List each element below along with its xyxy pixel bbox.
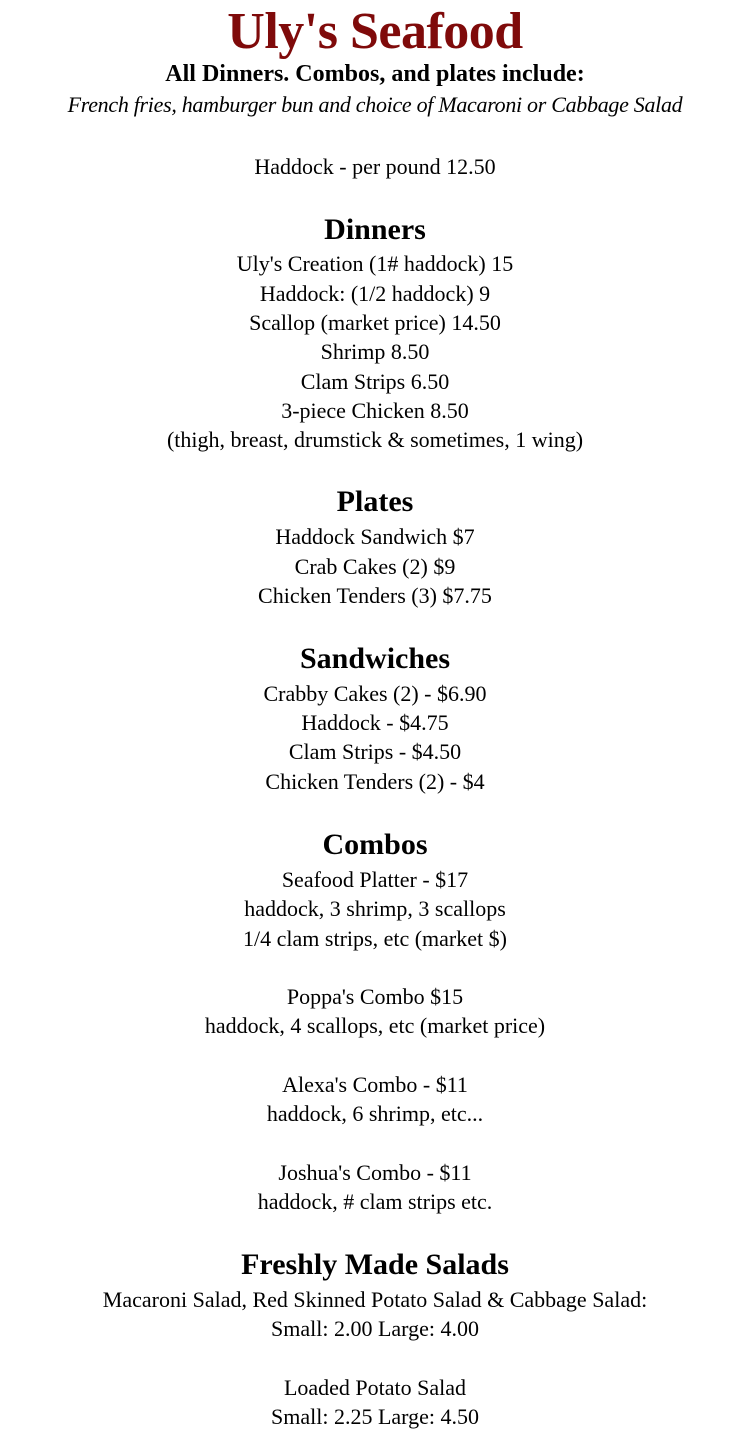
restaurant-title: Uly's Seafood [227, 3, 523, 60]
menu-item: Seafood Platter - $17 [281, 867, 469, 892]
menu-item: Poppa's Combo $15 [286, 984, 464, 1009]
section-heading-plates: Plates [336, 485, 414, 518]
menu-item: Crab Cakes (2) $9 [294, 554, 456, 579]
menu-item: Clam Strips 6.50 [300, 369, 450, 394]
menu-item: Uly's Creation (1# haddock) 15 [236, 251, 514, 276]
menu-item-detail: haddock, 4 scallops, etc (market price) [204, 1013, 546, 1038]
menu-item-note: (thigh, breast, drumstick & sometimes, 1 wing) [166, 427, 584, 452]
menu-item: Macaroni Salad, Red Skinned Potato Salad & Cabbage Salad: [102, 1287, 648, 1312]
menu-item: Chicken Tenders (3) $7.75 [258, 583, 492, 608]
menu-item: Crabby Cakes (2) - $6.90 [263, 681, 487, 706]
menu-item-detail: haddock, 3 shrimp, 3 scallops [244, 896, 506, 921]
menu-item-price: Small: 2.25 Large: 4.50 [271, 1404, 479, 1429]
menu-item: 3-piece Chicken 8.50 [281, 398, 469, 423]
includes-heading: All Dinners. Combos, and plates include: [165, 61, 585, 87]
menu-item: Haddock - $4.75 [301, 710, 449, 735]
section-heading-salads: Freshly Made Salads [241, 1248, 509, 1281]
menu-item: Loaded Potato Salad [283, 1375, 467, 1400]
menu-item: Clam Strips - $4.50 [288, 739, 462, 764]
includes-description: French fries, hamburger bun and choice of Macaroni or Cabbage Salad [67, 92, 683, 117]
menu-item-detail: 1/4 clam strips, etc (market $) [243, 926, 507, 951]
menu-item: Joshua's Combo - $11 [278, 1160, 472, 1185]
menu-item: Shrimp 8.50 [320, 339, 430, 364]
section-heading-sandwiches: Sandwiches [299, 642, 451, 675]
section-heading-dinners: Dinners [324, 213, 426, 246]
haddock-per-pound: Haddock - per pound 12.50 [254, 154, 496, 179]
menu-item-detail: haddock, 6 shrimp, etc... [266, 1101, 484, 1126]
menu-item: Haddock Sandwich $7 [275, 524, 475, 549]
menu-item-detail: haddock, # clam strips etc. [257, 1189, 493, 1214]
menu-item: Alexa's Combo - $11 [282, 1072, 468, 1097]
menu-item: Haddock: (1/2 haddock) 9 [259, 281, 491, 306]
section-heading-combos: Combos [322, 828, 428, 861]
menu-item: Chicken Tenders (2) - $4 [265, 769, 485, 794]
menu-item-price: Small: 2.00 Large: 4.00 [271, 1316, 479, 1341]
menu-item: Scallop (market price) 14.50 [249, 310, 501, 335]
